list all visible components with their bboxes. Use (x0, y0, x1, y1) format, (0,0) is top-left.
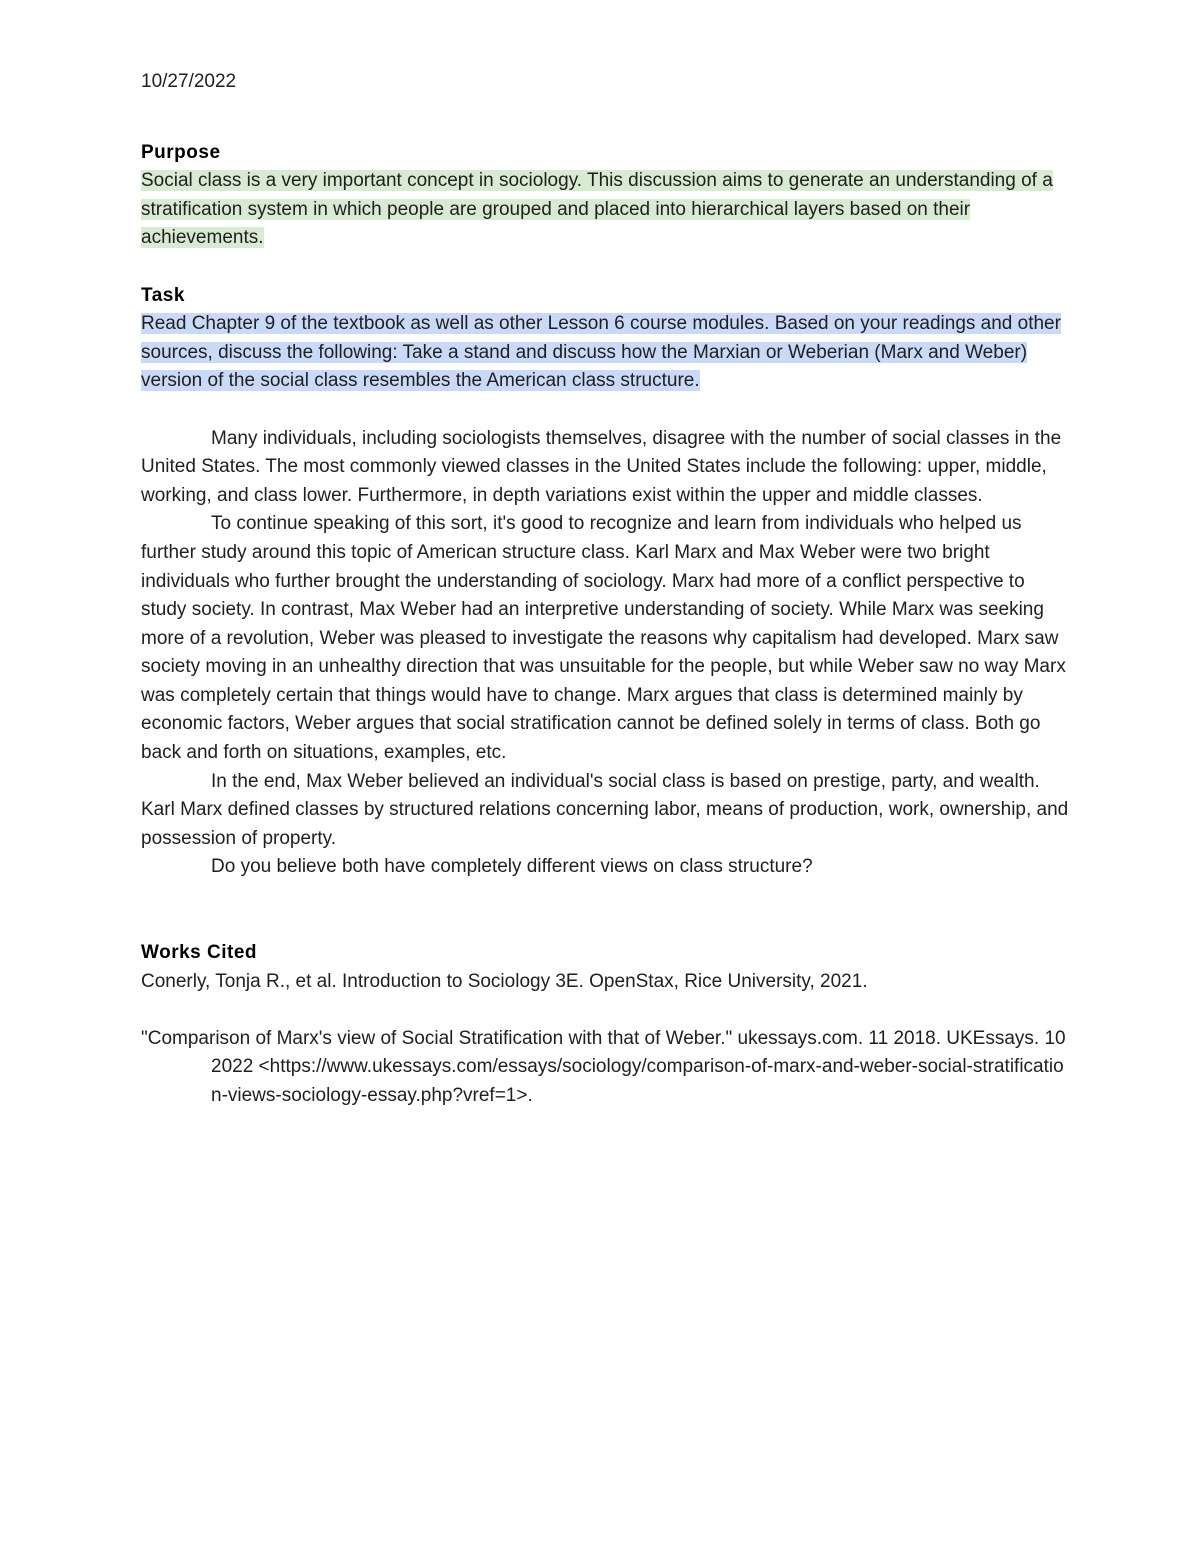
body-paragraph-2: To continue speaking of this sort, it's good to recognize and learn from individuals who helped us further study around this topic of American structure class. Karl Marx and Max Weber were two bright individuals who further brought the understanding of sociology. Marx had more of a conflict perspective to study society. In contrast, Max Weber had an interpretive understanding of society. While Marx was seeking more of a revolution, Weber was pleased to investigate the reasons why capitalism had developed. Marx saw society moving in an unhealthy direction that was unsuitable for the people, but while Weber saw no way Marx was completely certain that things would have to change. Marx argues that class is determined mainly by economic factors, Weber argues that social stratification cannot be defined solely in terms of class. Both go back and forth on situations, examples, etc. (141, 513, 1066, 764)
works-cited-heading: Works Cited (141, 942, 258, 964)
document-date: 10/27/2022 (141, 71, 237, 92)
citation-entry-1: Conerly, Tonja R., et al. Introduction to Sociology 3E. OpenStax, Rice University, 2021. (141, 970, 868, 992)
citation-entry-2: "Comparison of Marx's view of Social Stratification with that of Weber." ukessays.com. 11 2018. UKEssays. 10 2022 <https://www.ukessays.com/essays/sociology/comparison-of-marx-and-weber-social-stratification-views-sociology-essay.php?vref=1>. (141, 1027, 1066, 1106)
purpose-paragraph (141, 167, 1071, 253)
task-heading: Task (141, 284, 185, 306)
task-paragraph (141, 310, 1071, 396)
body-paragraph-4: Do you believe both have completely different views on class structure? (211, 856, 813, 878)
works-cited-section (141, 939, 1071, 1111)
discussion-body (141, 425, 1071, 883)
body-paragraph-1: Many individuals, including sociologists themselves, disagree with the number of social classes in the United States. The most commonly viewed classes in the United States include the following: upper, middle, working, and class lower. Furthermore, in depth variations exist within the upper and middle classes. (141, 427, 1062, 506)
task-section (141, 282, 1071, 396)
purpose-text: Social class is a very important concept in sociology. This discussion aims to generate an understanding of a stratification system in which people are grouped and placed into hierarchical layers based on their achievements. (141, 170, 1053, 249)
purpose-heading: Purpose (141, 141, 221, 163)
body-paragraph-3: In the end, Max Weber believed an individual's social class is based on prestige, party, and wealth. Karl Marx defined classes by structured relations concerning labor, means of production, work, ownership, and possession of property. (141, 770, 1069, 849)
task-text: Read Chapter 9 of the textbook as well as other Lesson 6 course modules. Based on your readings and other sources, discuss the following: Take a stand and discuss how the Marxian or Weberian (Marx and Weber) version of the social class resembles the American class structure. (141, 313, 1061, 392)
purpose-section (141, 139, 1071, 253)
document-page (141, 68, 1071, 1111)
